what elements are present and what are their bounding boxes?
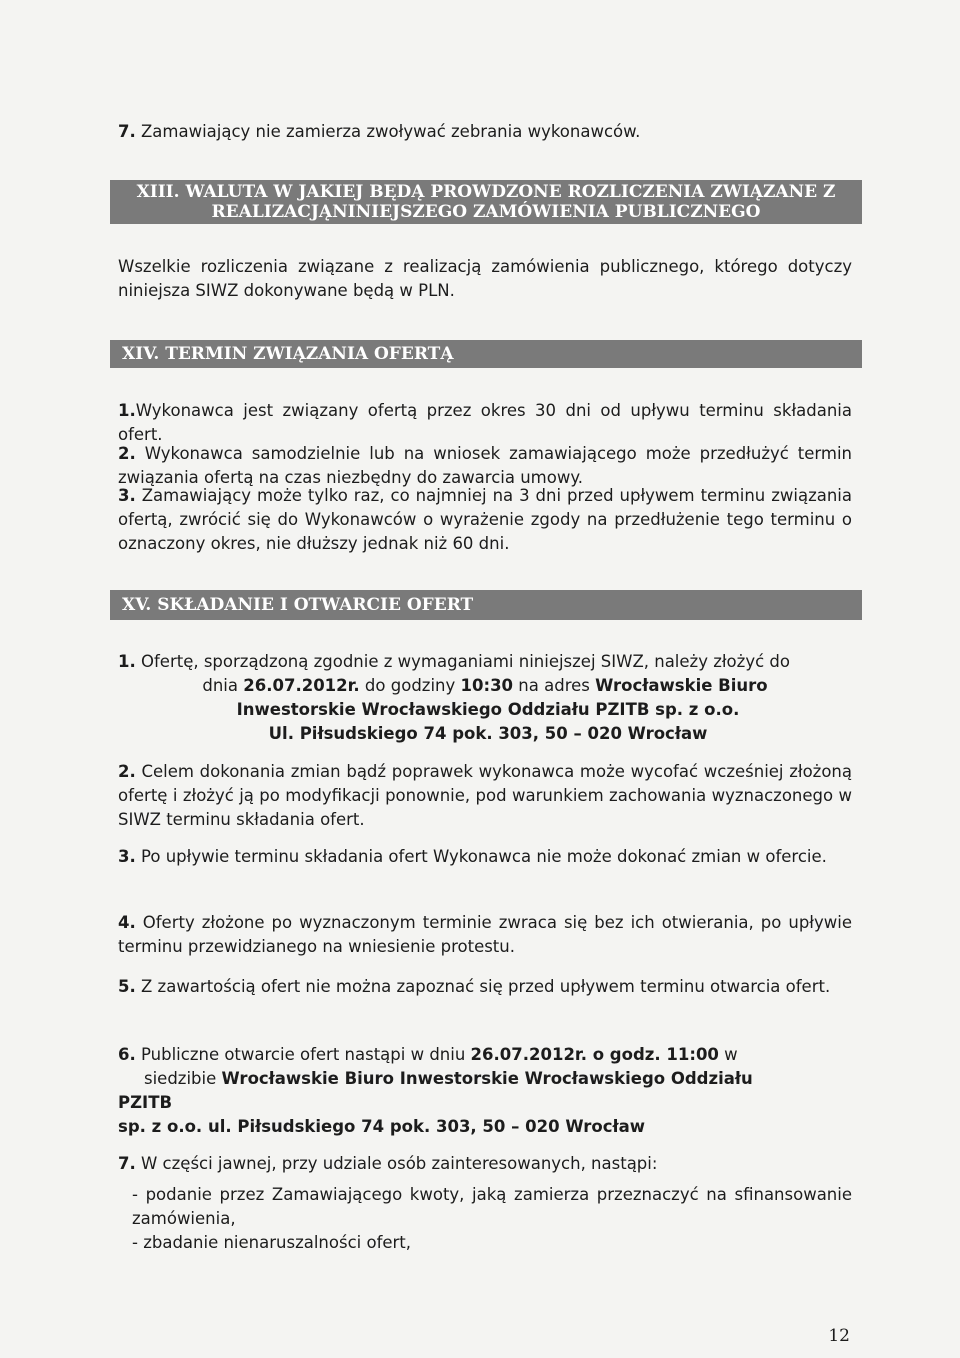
section-13-title-line1: XIII. WALUTA W JAKIEJ BĘDĄ PROWDZONE ROZLICZENIA ZWIĄZANE Z xyxy=(136,182,836,202)
section-13-header xyxy=(110,180,862,224)
section-15-item-7 xyxy=(118,1152,858,1176)
deadline-date: 26.07.2012r. xyxy=(243,676,360,695)
section-14-item-3 xyxy=(118,484,852,556)
item-number: 7. xyxy=(118,122,136,141)
item-number: 3. xyxy=(118,847,136,866)
item-number: 1. xyxy=(118,401,136,420)
section-14-header xyxy=(110,340,862,368)
item-text: w xyxy=(718,1045,738,1064)
item-7-zebranie xyxy=(118,120,858,144)
section-15-header xyxy=(110,590,862,620)
item-text: na adres xyxy=(513,676,596,695)
opening-date: 26.07.2012r. o godz. 11:00 xyxy=(470,1045,719,1064)
item-text: W części jawnej, przy udziale osób zainteresowanych, nastąpi: xyxy=(135,1154,658,1173)
item-text: Celem dokonania zmian bądź poprawek wykonawca może wycofać wcześniej złożoną ofertę i złożyć ją po modyfikacji ponownie, pod warunkiem zachowania wyznaczonego w SIWZ terminu składania ofert. xyxy=(118,762,852,829)
item-number: 3. xyxy=(118,486,136,505)
item-text: Publiczne otwarcie ofert nastąpi w dniu xyxy=(135,1045,471,1064)
item-number: 4. xyxy=(118,913,136,932)
item-text: Zamawiający może tylko raz, co najmniej na 3 dni przed upływem terminu związania ofertą, zwrócić się do Wykonawców o wyrażenie zgody na przedłużenie tego terminu o oznaczony okres, nie dłuższy jednak niż 60 dni. xyxy=(118,486,852,553)
item-text: Po upływie terminu składania ofert Wykonawca nie może dokonać zmian w ofercie. xyxy=(135,847,827,866)
item-text: Zamawiający nie zamierza zwoływać zebrania wykonawców. xyxy=(135,122,641,141)
address-line: Inwestorskie Wrocławskiego Oddziału PZITB sp. z o.o. xyxy=(236,700,740,719)
item-text: Wykonawca samodzielnie lub na wniosek zamawiającego może przedłużyć termin związania ofertą na czas niezbędny do zawarcia umowy. xyxy=(118,444,852,487)
section-13-title-line2: REALIZACJĄNINIEJSZEGO ZAMÓWIENIA PUBLICZNEGO xyxy=(211,202,761,222)
opening-place: PZITB xyxy=(118,1093,173,1112)
item-text: Ofertę, sporządzoną zgodnie z wymaganiami niniejszej SIWZ, należy złożyć do xyxy=(135,652,790,671)
item-text: Oferty złożone po wyznaczonym terminie zwraca się bez ich otwierania, po upływie terminu przewidzianego na wniesienie protestu. xyxy=(118,913,852,956)
section-14-title: XIV. TERMIN ZWIĄZANIA OFERTĄ xyxy=(122,344,454,364)
item-number: 7. xyxy=(118,1154,136,1173)
section-15-item-7-bullet-1: - podanie przez Zamawiającego kwoty, jaką zamierza przeznaczyć na sfinansowanie zamówienia, xyxy=(132,1185,852,1228)
address-line: Wrocławskie Biuro xyxy=(595,676,768,695)
item-number: 2. xyxy=(118,444,136,463)
section-15-item-5 xyxy=(118,975,852,999)
item-text: dnia xyxy=(202,676,244,695)
section-15-title: XV. SKŁADANIE I OTWARCIE OFERT xyxy=(122,595,474,615)
section-14-item-1 xyxy=(118,399,852,447)
item-text: Z zawartością ofert nie można zapoznać się przed upływem terminu otwarcia ofert. xyxy=(135,977,831,996)
section-13-body: Wszelkie rozliczenia związane z realizacją zamówienia publicznego, którego dotyczy niniejsza SIWZ dokonywane będą w PLN. xyxy=(118,257,852,300)
item-text: Wykonawca jest związany ofertą przez okres 30 dni od upływu terminu składania ofert. xyxy=(118,401,852,444)
item-number: 5. xyxy=(118,977,136,996)
item-number: 2. xyxy=(118,762,136,781)
section-15-item-2 xyxy=(118,760,852,832)
page-number: 12 xyxy=(828,1326,850,1346)
item-text: siedzibie xyxy=(144,1069,222,1088)
section-15-item-4 xyxy=(118,911,852,959)
section-15-item-6 xyxy=(118,1043,858,1139)
item-number: 6. xyxy=(118,1045,136,1064)
section-15-item-1 xyxy=(118,650,858,746)
opening-place: sp. z o.o. ul. Piłsudskiego 74 pok. 303, 50 – 020 Wrocław xyxy=(118,1117,645,1136)
section-15-item-3 xyxy=(118,845,852,869)
section-15-item-7-bullet-2: - zbadanie nienaruszalności ofert, xyxy=(132,1233,412,1252)
opening-place: Wrocławskie Biuro Inwestorskie Wrocławskiego Oddziału xyxy=(221,1069,753,1088)
item-text: do godziny xyxy=(359,676,461,695)
deadline-time: 10:30 xyxy=(460,676,514,695)
item-number: 1. xyxy=(118,652,136,671)
section-14-item-2 xyxy=(118,442,852,490)
address-line: Ul. Piłsudskiego 74 pok. 303, 50 – 020 Wrocław xyxy=(268,724,708,743)
